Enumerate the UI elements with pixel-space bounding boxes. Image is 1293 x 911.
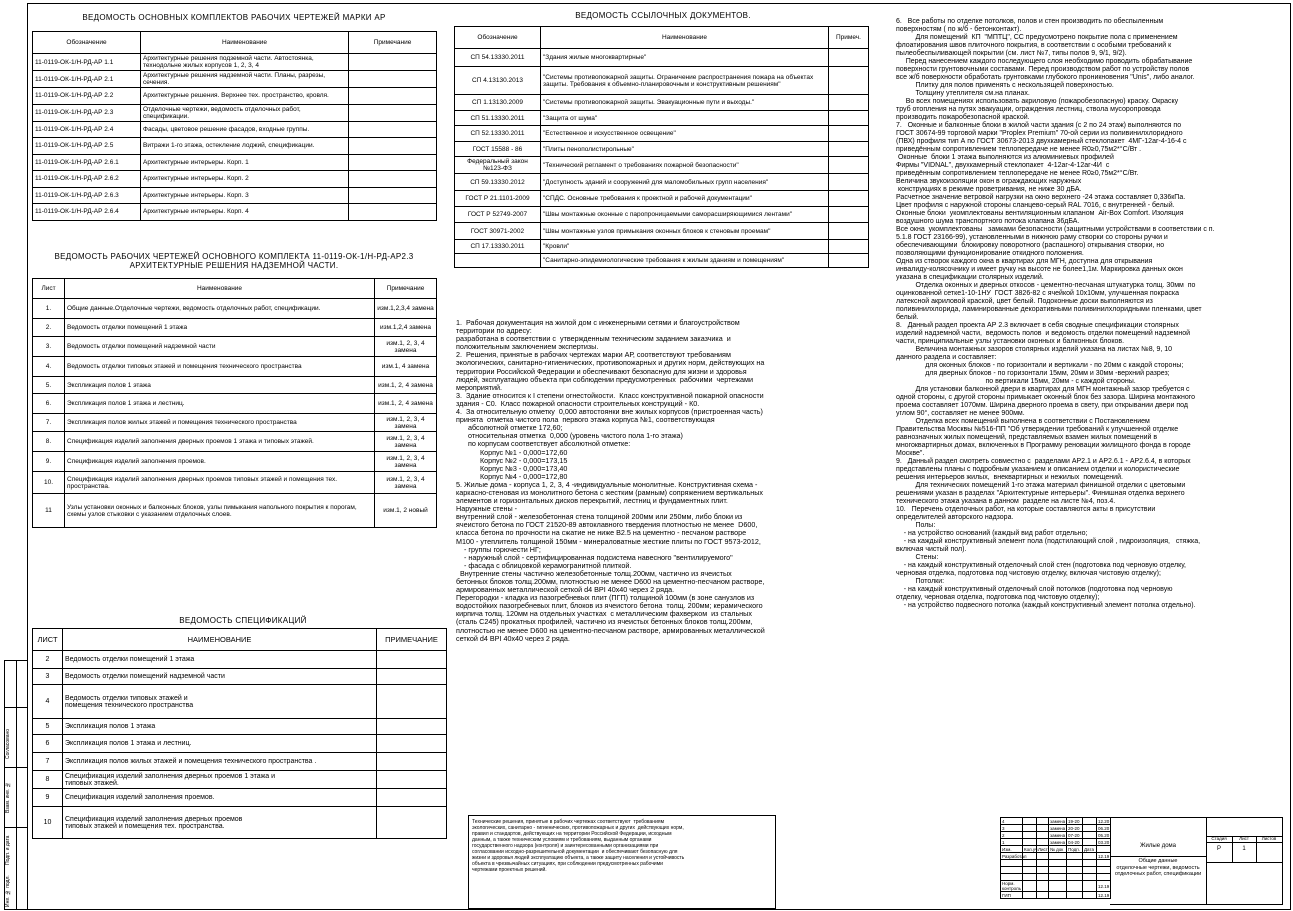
stamp-cell: Кол.уч xyxy=(1024,846,1038,852)
table-row xyxy=(33,88,437,105)
table4-cell: "Санитарно-эпидемиологические требования к жилым зданиям и помещениям" xyxy=(541,254,829,268)
stamp-row xyxy=(1001,839,1111,846)
table2-cell: Узлы установки оконных и балконных блоков, узлы пимыкания напольного покрытия к порогам, схемы узлов стыковки с указанием отделочных слоев. xyxy=(65,494,375,528)
sheet-label: Лист xyxy=(1239,836,1249,841)
stamp-cell xyxy=(1083,825,1097,832)
side-label-replaced: Взам. инв. № xyxy=(5,781,11,813)
table1-cell xyxy=(349,171,437,188)
stamp-cell xyxy=(1037,832,1049,839)
table3-cell xyxy=(377,789,447,807)
table2-cell: 1. xyxy=(33,299,65,319)
table4-cell: "Швы монтажные оконные с паропроницаемыми саморасширяющимися лентами" xyxy=(541,207,829,223)
table1-cell: Фасады, цветовое решение фасадов, входные группы. xyxy=(141,121,349,138)
table-row xyxy=(33,432,437,452)
stamp-cell xyxy=(1049,874,1067,881)
working-drawings-table xyxy=(32,278,437,528)
table2-cell: 4. xyxy=(33,357,65,377)
stamp-cell: 12.19 xyxy=(1097,881,1111,892)
stamp-cell xyxy=(1023,874,1037,881)
table1-cell xyxy=(349,138,437,155)
table2-cell: изм.1, 2, 3, 4 замена xyxy=(375,414,437,432)
stamp-cell: Изм. xyxy=(1001,846,1023,853)
table3-cell xyxy=(377,651,447,669)
table3-header-2: ПРИМЕЧАНИЕ xyxy=(377,629,447,651)
table-row xyxy=(455,67,869,95)
stamp-cell xyxy=(1037,867,1049,874)
stage-label: Стадия xyxy=(1211,836,1227,841)
compliance-statement: Технические решения, принятые в рабочих чертежах соответствуют требованиям экологических, санитарно - гигиенических, противопожарных и других действующих норм, правил и стандартов, действующих на территории Российской Федерации, исходным данным, а также техническим условиям и требованиям, выданным органами государственного надзора (контроля) и заинтересованными организациями при согласовании исходно-разрешительной документации и обеспечивают безопасную для жизни и здоровья людей эксплуатацию объекта, а также защиту населения и устойчивость объекта в чрезвычайных ситуациях, при соблюдении предусмотренных рабочими чертежами проектных решений. xyxy=(468,815,776,909)
table2-cell: Спецификация изделий заполнения дверных проемов типовых этажей и помещения тех. пространства. xyxy=(65,472,375,494)
table1-cell: Отделочные чертежи, ведомость отделочных работ, спецификации. xyxy=(141,104,349,121)
sheet-name: Общие данные отделочные чертежи, ведомость отделочных работ, спецификации xyxy=(1114,858,1202,877)
stamp-cell xyxy=(1001,867,1023,874)
table-row xyxy=(455,157,869,174)
table4-cell: ГОСТ 30971-2002 xyxy=(455,223,541,240)
stamp-cell xyxy=(1083,818,1097,825)
table3-cell: 3 xyxy=(33,669,63,685)
table1-cell: Архитектурные интерьеры. Корп. 3 xyxy=(141,187,349,204)
table4-cell: "Доступность зданий и сооружений для маломобильных групп населения" xyxy=(541,174,829,191)
table4-cell: "Естественное и искусственное освещение" xyxy=(541,126,829,142)
table-row xyxy=(33,319,437,337)
table1-cell xyxy=(349,121,437,138)
table1-cell: 11-0119-ОК-1/Н-РД-АР 2.1 xyxy=(33,71,141,88)
stamp-cell xyxy=(1067,874,1083,881)
table3-cell: 7 xyxy=(33,753,63,771)
table2-header-0: Лист xyxy=(33,279,65,299)
stamp-cell xyxy=(1083,853,1097,860)
table4-cell: СП 54.13330.2011 xyxy=(455,49,541,67)
table-row xyxy=(33,472,437,494)
title-block-left xyxy=(1000,817,1111,899)
table2-header-2: Примечание xyxy=(375,279,437,299)
table-row xyxy=(33,154,437,171)
table3-cell xyxy=(377,807,447,839)
table4-cell: "Плиты пенополистирольные" xyxy=(541,142,829,157)
stamp-cell xyxy=(1023,892,1037,899)
general-notes-1: 1. Рабочая документация на жилой дом с инженерными сетями и благоустройством территории по адресу: разработана в соответствии с утвержденным техническим заданием заказчика и положительным заключением экспертизы. 2. Решения, принятые в рабочих чертежах марки АР, соответствуют требованиям экологических, санитарно-гигиенических, противопожарных и других норм, действующих на территории Российской Федерации и обеспечивают безопасную для жизни и здоровья людей, эксплуатацию объекта при соблюдении предусмотренных рабочими чертежами мероприятий. 3. Здание относится к I степени огнестойкости. Класс конструктивной пожарной опасности здания - С0. Класс пожарной опасности строительных конструкций - К0. 4. За относительную отметку 0,000 автостоянки вне жилых корпусов (пристроенная часть) принята отметка чистого пола первого этажа корпуса №1, соответствующая абсолютной отметке 172,60; относительная отметка 0,000 (уровень чистого пола 1-го этажа) по корпусам соответствует абсолютной отметке: Корпус №1 - 0,000=172,60 Корпус №2 - 0,000=173,15 Корпус №3 - 0,000=173,40 Корпус №4 - 0,000=172,80 5. Жилые дома - корпуса 1, 2, 3, 4 -индивидуальные монолитные. Конструктивная схема - каркасно-стеновая из монолитного бетона с жестким (рамным) сопряжением вертикальных элементов и горизонтальных дисков перекрытий, лестниц и фундаментных плит. Наружные стены - внутренний слой - железобетонная стена толщиной 200мм или 250мм, либо блоки из ячеистого бетона по ГОСТ 21520-89 автоклавного твердения плотностью не менее D600, класса бетона по прочности на сжатие не ниже В2.5 на цементно - песчаном растворе М100 - утеплитель толщиной 150мм - минераловатные жесткие плиты по ГОСТ 9573-2012, - группы горючести НГ; - наружный слой - сертифицированная подсистема навесного "вентилируемого" - фасада с облицовкой керамогранитной плиткой. Внутренние стены частично железобетонные толщ.200мм, частично из ячеистых бетонных блоков толщ.200мм, плотностью не менее D600 на цементно-песчаном растворе, армированных металлической сеткой d4 BPI 40x40 через 2 ряда. Перегородки - кладка из пазогребневых плит (ПГП) толщиной 100мм (в зоне санузлов из водостойких пазогребневых плит, блоков из ячеистого бетона толщ. 200мм; керамического кирпича толщ. 120мм на отдельных участках с металлическим фахверком из стальных (сталь С245) прокатных профилей, частично из ячеистых бетонных блоков толщ.200мм, плотностью не менее D600 на цементно-песчаном растворе, армированных металлической сеткой d4 BPI 40x40 через 2 ряда. xyxy=(456,318,765,643)
table2-cell: изм.1, 2, 3, 4 замена xyxy=(375,472,437,494)
table1-cell xyxy=(349,71,437,88)
table1-cell: Архитектурные интерьеры. Корп. 1 xyxy=(141,154,349,171)
table1-header-0: Обозначение xyxy=(33,32,141,54)
stamp-cell: замена xyxy=(1050,832,1066,838)
table2-cell: изм.1, 2 новый xyxy=(375,494,437,528)
side-label-inventory: Инв. № подл. xyxy=(5,875,11,907)
stamp-cell xyxy=(1037,839,1049,846)
table-row xyxy=(33,377,437,394)
table4-header-1: Наименование xyxy=(541,27,829,49)
stamp-cell xyxy=(1023,839,1037,846)
table1-cell: Архитектурные интерьеры. Корп. 2 xyxy=(141,171,349,188)
stamp-cell: 12.20 xyxy=(1098,818,1110,824)
side-label-approved: Согласовано xyxy=(5,728,11,760)
table4-cell xyxy=(829,142,869,157)
table2-cell: 6. xyxy=(33,394,65,414)
table1-cell xyxy=(349,204,437,221)
table-row xyxy=(455,126,869,142)
stamp-cell: 19-20 xyxy=(1067,818,1083,825)
stamp-cell: 12.19 xyxy=(1098,892,1110,898)
table4-cell: СП 59.13330.2012 xyxy=(455,174,541,191)
table3-cell: Экспликация полов 1 этажа xyxy=(63,719,377,735)
stage-value: Р xyxy=(1216,846,1221,852)
table4-header-0: Обозначение xyxy=(455,27,541,49)
table1-cell: 11-0119-ОК-1/Н-РД-АР 2.3 xyxy=(33,104,141,121)
table4-cell: ГОСТ Р 52749-2007 xyxy=(455,207,541,223)
table-row xyxy=(455,223,869,240)
stamp-cell xyxy=(1067,853,1083,860)
stamp-cell xyxy=(1083,874,1097,881)
stamp-cell: 03.20 xyxy=(1098,839,1110,845)
table-row xyxy=(33,394,437,414)
stamp-cell xyxy=(1083,839,1097,846)
table3-cell xyxy=(377,685,447,719)
table2-cell: Экспликация полов 1 этажа и лестниц. xyxy=(65,394,375,414)
stamp-cell xyxy=(1083,892,1097,899)
table-row xyxy=(33,357,437,377)
stamp-cell: 06.20 xyxy=(1098,825,1110,831)
stamp-cell: 2 xyxy=(1001,832,1023,839)
stamp-cell xyxy=(1049,867,1067,874)
stamp-row xyxy=(1001,874,1111,881)
table-row xyxy=(33,807,447,839)
stamp-cell: Норм. контроль xyxy=(1002,881,1021,891)
stamp-row xyxy=(1001,832,1111,839)
table4-cell: "Кровли" xyxy=(541,240,829,254)
table3-cell: Ведомость отделки помещений надземной части xyxy=(63,669,377,685)
table3-cell xyxy=(377,735,447,753)
table4-cell: "Швы монтажные узлов примыкания оконных блоков к стеновым проемам" xyxy=(541,223,829,240)
table1-cell: Архитектурные решения подземной части. Автостоянка, технодольне жилых корпусов 1, 2, 3, 4 xyxy=(141,54,349,71)
building-name: Жилые дома xyxy=(1110,836,1207,857)
table4-cell xyxy=(829,240,869,254)
table4-cell: "Системы противопожарной защиты. Ограничение распространения пожара на объектах защиты. Требования к объемно-планировочным и конструктивным решениям" xyxy=(541,67,829,95)
stamp-row xyxy=(1001,853,1111,860)
table4-cell: "Системы противопожарной защиты. Эвакуационные пути и выходы." xyxy=(541,95,829,111)
stamp-cell xyxy=(1037,874,1049,881)
table4-cell: ГОСТ Р 21.1101-2009 xyxy=(455,191,541,207)
table4-cell xyxy=(829,111,869,126)
table2-cell: Экспликация полов жилых этажей и помещения технического пространства xyxy=(65,414,375,432)
stamp-cell: замена xyxy=(1050,839,1066,845)
table4-cell xyxy=(829,126,869,142)
stamp-cell: 1 xyxy=(1001,839,1023,846)
stamp-row xyxy=(1001,892,1111,899)
table-row xyxy=(33,651,447,669)
table4-cell xyxy=(829,67,869,95)
table4-cell: "СПДС. Основные требования к проектной и рабочей документации" xyxy=(541,191,829,207)
table1-cell: Архитектурные интерьеры. Корп. 4 xyxy=(141,204,349,221)
table4-title: ВЕДОМОСТЬ ССЫЛОЧНЫХ ДОКУМЕНТОВ. xyxy=(575,11,751,20)
stamp-row xyxy=(1001,860,1111,867)
table1-cell: 11-0119-ОК-1/Н-РД-АР 2.6.4 xyxy=(33,204,141,221)
table2-cell: 10. xyxy=(33,472,65,494)
table-row xyxy=(455,111,869,126)
stamp-cell xyxy=(1067,881,1083,892)
stamp-cell xyxy=(1023,818,1037,825)
sheet-value: 1 xyxy=(1242,846,1246,852)
stamp-cell xyxy=(1023,825,1037,832)
stamp-cell xyxy=(1049,860,1067,867)
table-row xyxy=(33,719,447,735)
table3-cell: 2 xyxy=(33,651,63,669)
table4-cell xyxy=(829,254,869,268)
table-row xyxy=(33,337,437,357)
stamp-cell: 04-20 xyxy=(1067,839,1083,846)
table4-cell: СП 52.13330.2011 xyxy=(455,126,541,142)
table3-cell: 10 xyxy=(33,807,63,839)
stamp-cell: Дата xyxy=(1083,846,1097,853)
table3-cell xyxy=(377,771,447,789)
table-row xyxy=(33,771,447,789)
table4-cell xyxy=(829,157,869,174)
stamp-cell: 07-20 xyxy=(1067,832,1083,839)
table2-cell: 2. xyxy=(33,319,65,337)
table3-cell: 5 xyxy=(33,719,63,735)
table2-cell: 7. xyxy=(33,414,65,432)
table3-cell xyxy=(377,719,447,735)
stamp-cell xyxy=(1067,892,1083,899)
stamp-cell xyxy=(1083,860,1097,867)
table1-cell: 11-0119-ОК-1/Н-РД-АР 2.6.1 xyxy=(33,154,141,171)
table1-cell: 11-0119-ОК-1/Н-РД-АР 1.1 xyxy=(33,54,141,71)
table2-title: ВЕДОМОСТЬ РАБОЧИХ ЧЕРТЕЖЕЙ ОСНОВНОГО КОМПЛЕКТА 11-0119-ОК-1/Н-РД-АР2.3 АРХИТЕКТУРНЫЕ РЕШЕНИЯ НАДЗЕМНОЙ ЧАСТИ. xyxy=(54,252,414,270)
table2-cell: Ведомость отделки помещений 1 этажа xyxy=(65,319,375,337)
title-block-right xyxy=(1110,817,1283,905)
stamp-cell: 05.20 xyxy=(1098,832,1110,838)
table2-cell: 8. xyxy=(33,432,65,452)
table-row xyxy=(33,187,437,204)
stamp-row xyxy=(1001,846,1111,853)
stamp-cell xyxy=(1049,892,1067,899)
table3-header-0: ЛИСТ xyxy=(33,629,63,651)
general-notes-2: 6. Все работы по отделке потолков, полов и стен производить по обеспыленным поверхностям ( по ж/б - бетонконтакт). Для помещений КП "МПТЦ", СС предусмотрено покрытие пола с применением флоатирования швов плиточного покрытия, в соответствии с особыми требований к пылеобеспыливающей покрытии (см. лист №7, типы полов 9, 9/1, 9/2). Перед нанесением каждого последующего слоя необходимо проводить обрабатывание поверхности грунтовочными составами. Перед производством работ по устройству полов все ж/б поверхности обработать грунтовками глубокого проникновения "Unis", либо аналог. Плитку для полов применять с нескользящей поверхностью. Толщину утеплителя см.на планах. Во всех помещениях использовать акриловую (пожаробезопасную) краску. Окраску труб отопления на путях эвакуации, ограждения лестниц, ствола мусоропровода производить пожаробезопасной краской. 7. Оконные и балконные блоки в жилой части здания (с 2 по 24 этаж) выполняются по ГОСТ 30674-99 торговой марки "Proplex Premium" 70-ой серии из поливинилхлоридного (ПВХ) профиля тип А по ГОСТ 30673-2013 двухкамерный стеклопакет 4МГ-12аг-4-16-4 с приведённым сопротивлением теплопередаче не менее R0≥0,75м2*°С/Вт . Оконные блоки 1 этажа выполняются из алюминиевых профилей Фирмы "VIDNAL", двухкамерный стеклопакет 4-12аг-4-12аг-4И с приведённым сопротивлением теплопередаче не менее R0≥0,75м2*°С/Вт. Величина звукоизоляции окон в ограждающих наружных конструкциях в режиме проветривания, не ниже 30 дБА. Расчетное значение ветровой нагрузки на окно верхнего -24 этажа составляет 0,336кПа. Цвет профиля с наружной стороны сланцево-серый RAL 7016, с внутренней - белый. Оконные блоки укомплектованы вентиляционным клапаном Air-Box Comfort. Изоляция воздушного шума транспортного потока клапана 36дБА. Все окна укомплектованы замками безопасности (защитными устройствами в соответствии с п. 5.1.8 ГОСТ 23166-99), установленными в нижнюю раму створки со стороны ручки и обеспечивающими блокировку поворотного (распашного) открывания створки, но позволяющими функционирование откидного положения. Одна из створок каждого окна в квартирах для МГН, доступна для открывания инвалиду-колясочнику и имеет ручку на высоте не более1,1м. Маркировка данных окон указана в спецификации столярных изделий. Отделка оконных и дверных откосов - цементно-песчаная штукатурка толщ. 30мм по оцинкованной сетке1-10-1НУ ГОСТ 3826-82 с ячейкой 10х10мм, улучшенная покраска латексной акриловой краской, цвет белый. Подоконные доски выполняются из поливинилхлорида, ламинированные декоративными поливинилхлоридными пленками, цвет белый. 8. Данный раздел проекта АР 2.3 включает в себя сводные спецификации столярных изделий надземной части, ведомость полов и ведомость отделки помещений надземной части, принципиальные узлы установки оконных и балконных блоков. Величина монтажных зазоров столярных изделий указана на листах №8, 9, 10 данного раздела и составляет: для оконных блоков - по горизонтали и вертикали - по 20мм с каждой стороны; для дверных блоков - по горизонтали 15мм, 20мм и 30мм -верхний разрез; по вертикали 15мм, 20мм - с каждой стороны. Для установки балконной двери в квартирах для МГН монтажный зазор требуется с одной стороны, с другой стороны примыкает оконный блок без зазора. Ширина монтажного проема составляет 1070мм. Ширина дверного проема в свету, при открывании двери под углом 90°, составляет не менее 900мм. Отделка всех помещений выполнена в соответствии с Постановлением Правительства Москвы №516-ПП "Об утверждении требований к улучшенной отделке равнозначных жилых помещений, представляемых взамен жилых помещений в многоквартирных домах, включенных в Программу реновации жилищного фонда в городе Москве". 9. Данный раздел смотреть совместно с разделами АР2.1 и АР2.6.1 - АР2.6.4, в которых представлены планы с подробным указанием и описанием отделки и колористические решения интерьеров жилых, внеквартирных и нежилых помещений. Для технических помещений 1-го этажа материал финишной отделки с цветовыми решениями указан в разделах "Архитектурные интерьеры". Финишная отделка верхнего технического этажа указана в данном разделе на листе №4, поз.4. 10. Перечень отделочных работ, на которые составляются акты в присутствии определителей авторского надзора. Полы: - на устройство оснований (каждый вид работ отдельно; - на каждый конструктивный элемент пола (подстилающий слой , гидроизоляция, стяжка, включая чистый пол). Стены: - на каждый конструктивный отделочный слой стен (подготовка под черновую отделку, черновая отделка, подготовка под чистовую отделку, включая чистовую отделку); Потолки: - на каждый конструктивный отделочный слой потолков (подготовка под черновую отделку, черновая отделка, подготовка под чистовую отделку); - на устройство подвесного потолка (каждый конструктивный элемент потолка отдельно). xyxy=(896,18,1215,609)
table-row xyxy=(33,71,437,88)
side-label-signature: Подп. и дата xyxy=(5,835,11,865)
stamp-cell xyxy=(1083,881,1097,892)
table3-cell: Экспликация полов жилых этажей и помещения технического пространства . xyxy=(63,753,377,771)
table-row xyxy=(33,138,437,155)
table-row xyxy=(33,171,437,188)
table3-cell: 9 xyxy=(33,789,63,807)
stamp-cell: замена xyxy=(1050,825,1066,831)
table2-cell: 5. xyxy=(33,377,65,394)
table2-cell: изм.1, 4 замена xyxy=(375,357,437,377)
table4-cell xyxy=(829,49,869,67)
stamp-cell xyxy=(1067,860,1083,867)
table4-cell xyxy=(829,223,869,240)
sheets-label: Листов xyxy=(1261,836,1277,841)
stamp-row xyxy=(1001,818,1111,825)
table2-cell: Общие данные.Отделочные чертежи, ведомость отделочных работ, спецификации. xyxy=(65,299,375,319)
table-row xyxy=(33,299,437,319)
table2-header-1: Наименование xyxy=(65,279,375,299)
stamp-cell xyxy=(1083,867,1097,874)
table2-cell: изм.1,2,3,4 замена xyxy=(375,299,437,319)
table2-cell: изм.1, 2, 4 замена xyxy=(375,394,437,414)
side-frame xyxy=(4,660,28,910)
table1-cell: 11-0119-ОК-1/Н-РД-АР 2.4 xyxy=(33,121,141,138)
stamp-cell xyxy=(1049,881,1067,892)
table1-cell: Архитектурные решения надземной части. Планы, разрезы, сечения. xyxy=(141,71,349,88)
table1-cell: 11-0119-ОК-1/Н-РД-АР 2.5 xyxy=(33,138,141,155)
table2-cell: изм.1, 2, 3, 4 замена xyxy=(375,432,437,452)
stamp-cell xyxy=(1037,881,1049,892)
drawing-sheet xyxy=(27,3,1291,910)
table3-cell: Ведомость отделки типовых этажей и помещения технического пространства xyxy=(63,685,377,719)
table3-cell: Спецификация изделий заполнения дверных проемов типовых этажей и помещения тех. пространства. xyxy=(63,807,377,839)
table-row xyxy=(455,49,869,67)
table1-header-1: Наименование xyxy=(141,32,349,54)
stamp-cell xyxy=(1023,860,1037,867)
stamp-cell xyxy=(1067,867,1083,874)
table2-cell: 3. xyxy=(33,337,65,357)
table1-cell: 11-0119-ОК-1/Н-РД-АР 2.6.3 xyxy=(33,187,141,204)
stamp-row xyxy=(1001,881,1111,892)
table1-cell xyxy=(349,104,437,121)
table1-cell xyxy=(349,88,437,105)
stamp-cell xyxy=(1037,892,1049,899)
table-row xyxy=(455,174,869,191)
table2-cell: Экспликация полов 1 этажа xyxy=(65,377,375,394)
table4-cell: СП 1.13130.2009 xyxy=(455,95,541,111)
stamp-cell: 3 xyxy=(1001,825,1023,832)
stamp-cell: № док xyxy=(1049,846,1067,853)
table4-cell xyxy=(829,95,869,111)
table3-cell: Экспликация полов 1 этажа и лестниц. xyxy=(63,735,377,753)
table-row xyxy=(33,104,437,121)
table4-cell: СП 4.13130.2013 xyxy=(455,67,541,95)
table3-cell: 8 xyxy=(33,771,63,789)
stamp-row xyxy=(1001,825,1111,832)
table4-cell: "Защита от шума" xyxy=(541,111,829,126)
table4-cell: ГОСТ 15588 - 86 xyxy=(455,142,541,157)
table4-cell: СП 51.13330.2011 xyxy=(455,111,541,126)
table4-cell: Федеральный закон №123-ФЗ xyxy=(455,157,541,174)
table4-cell: СП 17.13330.2011 xyxy=(455,240,541,254)
stamp-cell: замена xyxy=(1050,818,1066,824)
table-row xyxy=(33,452,437,472)
table2-cell: изм.1,2,4 замена xyxy=(375,319,437,337)
table3-cell xyxy=(377,753,447,771)
stamp-cell xyxy=(1097,867,1111,874)
stamp-cell xyxy=(1097,874,1111,881)
stamp-cell xyxy=(1049,853,1067,860)
table-row xyxy=(455,95,869,111)
stamp-cell xyxy=(1001,874,1023,881)
stamp-cell xyxy=(1001,860,1023,867)
table3-cell xyxy=(377,669,447,685)
table4-cell: "Технический регламент о требованиях пожарной безопасности" xyxy=(541,157,829,174)
table3-title: ВЕДОМОСТЬ СПЕЦИФИКАЦИЙ xyxy=(179,616,307,625)
table3-cell: 6 xyxy=(33,735,63,753)
table-row xyxy=(33,685,447,719)
stamp-cell xyxy=(1023,832,1037,839)
table4-cell: "Здания жилые многоквартирные" xyxy=(541,49,829,67)
table3-cell: Спецификация изделий заполнения проемов. xyxy=(63,789,377,807)
stamp-cell xyxy=(1037,860,1049,867)
table2-cell: Спецификация изделий заполнения дверных проемов 1 этажа и типовых этажей. xyxy=(65,432,375,452)
table1-cell xyxy=(349,54,437,71)
stamp-cell xyxy=(1097,860,1111,867)
table2-cell: 9. xyxy=(33,452,65,472)
table2-cell: 11 xyxy=(33,494,65,528)
stamp-cell: ГИП xyxy=(1001,892,1023,899)
table2-cell: Спецификация изделий заполнения проемов. xyxy=(65,452,375,472)
table-row xyxy=(33,204,437,221)
table1-title: ВЕДОМОСТЬ ОСНОВНЫХ КОМПЛЕКТОВ РАБОЧИХ ЧЕРТЕЖЕЙ МАРКИ АР xyxy=(82,13,386,22)
table-row xyxy=(455,240,869,254)
table4-cell xyxy=(829,174,869,191)
table1-cell xyxy=(349,154,437,171)
table3-header-1: НАИМЕНОВАНИЕ xyxy=(63,629,377,651)
table-row xyxy=(33,789,447,807)
table4-cell xyxy=(455,254,541,268)
table-row xyxy=(33,54,437,71)
table-row xyxy=(33,494,437,528)
stamp-cell: Разработал xyxy=(1002,853,1027,859)
table-row xyxy=(33,735,447,753)
table-row xyxy=(455,142,869,157)
table4-header-2: Примеч. xyxy=(829,27,869,49)
stamp-cell xyxy=(1037,825,1049,832)
table4-cell xyxy=(829,191,869,207)
stamp-cell xyxy=(1083,832,1097,839)
table-row xyxy=(33,121,437,138)
table-row xyxy=(455,254,869,268)
stamp-cell: Подп. xyxy=(1067,846,1083,853)
stamp-cell: 12.19 xyxy=(1098,853,1110,859)
stamp-cell xyxy=(1023,881,1037,892)
table1-cell xyxy=(349,187,437,204)
table1-header-2: Примечание xyxy=(349,32,437,54)
table3-cell: Спецификация изделий заполнения дверных проемов 1 этажа и типовых этажей. xyxy=(63,771,377,789)
stamp-cell: 20-20 xyxy=(1067,825,1083,832)
table2-cell: изм.1, 2, 4 замена xyxy=(375,377,437,394)
stamp-cell xyxy=(1037,853,1049,860)
table1-cell: 11-0119-ОК-1/Н-РД-АР 2.2 xyxy=(33,88,141,105)
main-sets-table xyxy=(32,31,437,221)
specifications-table xyxy=(32,628,447,839)
table3-cell: 4 xyxy=(33,685,63,719)
table-row xyxy=(33,414,437,432)
table2-cell: Ведомость отделки типовых этажей и помещения технического пространства xyxy=(65,357,375,377)
table-row xyxy=(33,753,447,771)
stamp-cell xyxy=(1037,818,1049,825)
stamp-row xyxy=(1001,867,1111,874)
table1-cell: Архитектурные решения. Верхнее тех. пространство, кровля. xyxy=(141,88,349,105)
table2-cell: изм.1, 2, 3, 4 замена xyxy=(375,337,437,357)
table-row xyxy=(455,191,869,207)
table2-cell: Ведомость отделки помещений надземной части xyxy=(65,337,375,357)
table3-cell: Ведомость отделки помещений 1 этажа xyxy=(63,651,377,669)
table1-cell: 11-0119-ОК-1/Н-РД-АР 2.6.2 xyxy=(33,171,141,188)
table-row xyxy=(33,669,447,685)
stamp-cell: Лист xyxy=(1038,846,1048,852)
table4-cell xyxy=(829,207,869,223)
stamp-cell xyxy=(1097,846,1111,853)
stamp-cell: 4 xyxy=(1001,818,1023,825)
table-row xyxy=(455,207,869,223)
table1-cell: Витражи 1-го этажа, остекление лоджий, спецификации. xyxy=(141,138,349,155)
stamp-cell xyxy=(1023,867,1037,874)
table2-cell: изм.1, 2, 3, 4 замена xyxy=(375,452,437,472)
reference-documents-table xyxy=(454,26,869,268)
